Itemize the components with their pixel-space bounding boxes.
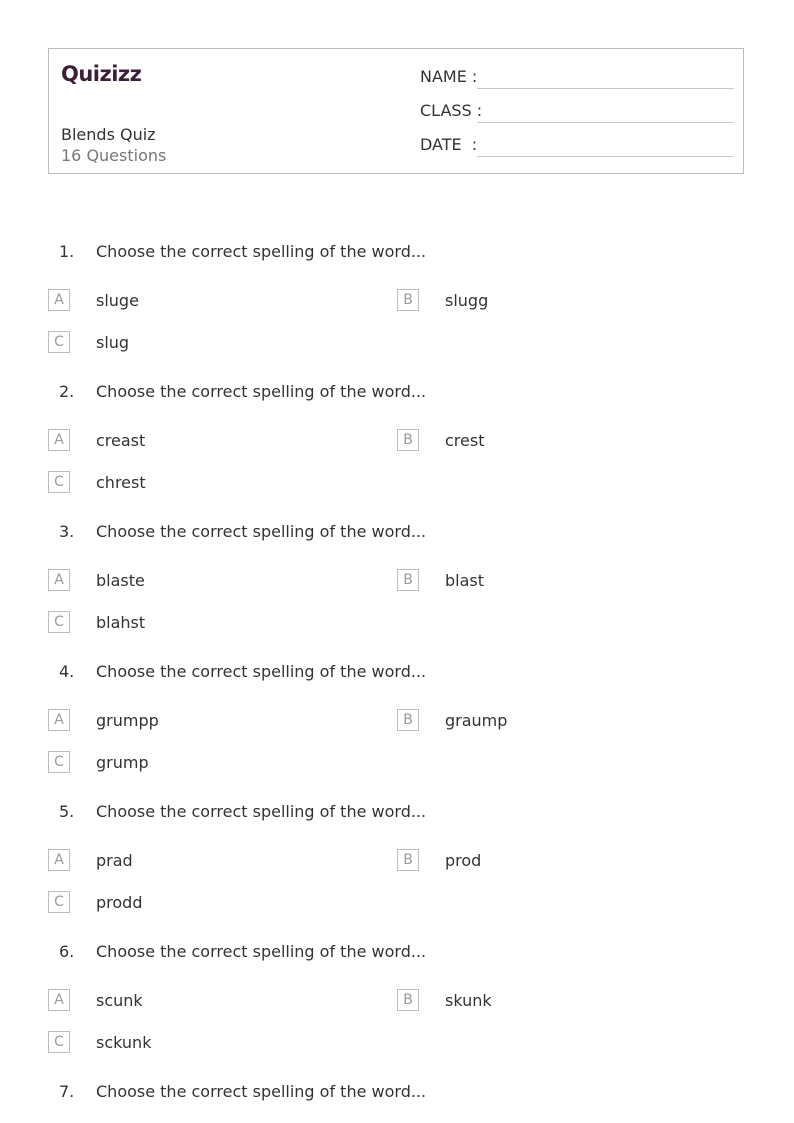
option-checkbox[interactable]: A	[48, 709, 70, 731]
question-number: 4.	[59, 662, 75, 681]
option-checkbox[interactable]: B	[397, 849, 419, 871]
option-text: prodd	[96, 893, 143, 912]
option-checkbox[interactable]: B	[397, 989, 419, 1011]
question-number: 2.	[59, 382, 75, 401]
option-text: sckunk	[96, 1033, 152, 1052]
option-text: slugg	[445, 291, 489, 310]
option-checkbox[interactable]: A	[48, 429, 70, 451]
option-checkbox[interactable]: B	[397, 569, 419, 591]
option-checkbox[interactable]: C	[48, 331, 70, 353]
option-text: skunk	[445, 991, 492, 1010]
option-text: creast	[96, 431, 146, 450]
option-text: chrest	[96, 473, 146, 492]
option-text: graump	[445, 711, 508, 730]
option-checkbox[interactable]: C	[48, 891, 70, 913]
option-text: grump	[96, 753, 149, 772]
name-field[interactable]	[420, 67, 734, 91]
worksheet-header	[48, 48, 744, 174]
date-label: DATE :	[420, 135, 478, 154]
option-text: grumpp	[96, 711, 159, 730]
question-text: Choose the correct spelling of the word...	[96, 1082, 427, 1101]
class-field[interactable]	[420, 101, 734, 125]
question-text: Choose the correct spelling of the word...	[96, 522, 427, 541]
question-number: 6.	[59, 942, 75, 961]
name-label: NAME :	[420, 67, 478, 86]
class-label: CLASS :	[420, 101, 483, 120]
name-line[interactable]	[477, 88, 734, 89]
option-text: scunk	[96, 991, 143, 1010]
quiz-title: Blends Quiz	[61, 125, 156, 144]
question-number: 5.	[59, 802, 75, 821]
date-line[interactable]	[477, 156, 734, 157]
option-checkbox[interactable]: A	[48, 849, 70, 871]
option-text: prad	[96, 851, 133, 870]
option-checkbox[interactable]: C	[48, 751, 70, 773]
question-number: 7.	[59, 1082, 75, 1101]
quizizz-logo	[61, 59, 151, 87]
question-text: Choose the correct spelling of the word...	[96, 382, 427, 401]
question-count: 16 Questions	[61, 146, 167, 165]
option-checkbox[interactable]: A	[48, 989, 70, 1011]
question-text: Choose the correct spelling of the word...	[96, 662, 427, 681]
option-checkbox[interactable]: B	[397, 429, 419, 451]
option-checkbox[interactable]: C	[48, 611, 70, 633]
option-checkbox[interactable]: A	[48, 289, 70, 311]
question-number: 3.	[59, 522, 75, 541]
option-checkbox[interactable]: B	[397, 289, 419, 311]
option-checkbox[interactable]: A	[48, 569, 70, 591]
option-checkbox[interactable]: C	[48, 1031, 70, 1053]
class-line[interactable]	[477, 122, 734, 123]
date-field[interactable]	[420, 135, 734, 159]
option-text: blahst	[96, 613, 146, 632]
question-text: Choose the correct spelling of the word...	[96, 942, 427, 961]
question-text: Choose the correct spelling of the word...	[96, 802, 427, 821]
question-number: 1.	[59, 242, 75, 261]
option-checkbox[interactable]: C	[48, 471, 70, 493]
logo-text: Quizizz	[61, 62, 142, 86]
option-text: prod	[445, 851, 482, 870]
option-text: sluge	[96, 291, 139, 310]
question-text: Choose the correct spelling of the word...	[96, 242, 427, 261]
option-text: slug	[96, 333, 130, 352]
option-text: blaste	[96, 571, 145, 590]
option-text: blast	[445, 571, 485, 590]
option-text: crest	[445, 431, 485, 450]
option-checkbox[interactable]: B	[397, 709, 419, 731]
